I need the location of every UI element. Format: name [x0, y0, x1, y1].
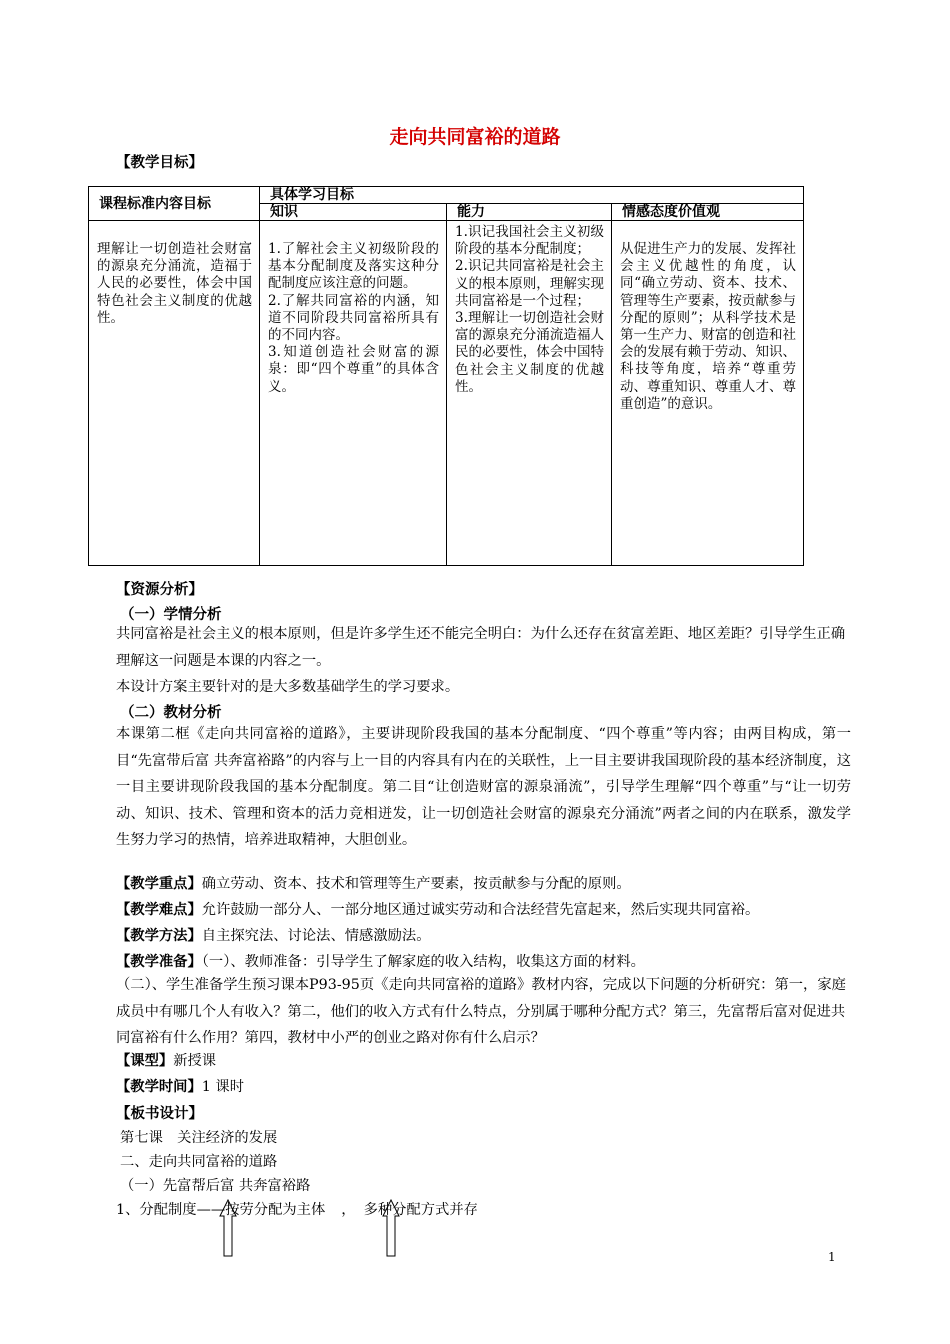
type-row: [116, 1050, 216, 1070]
separator-comma: ，: [341, 1202, 356, 1218]
difficulty-label: 【教学难点】: [116, 902, 202, 918]
material-analysis-heading: （二）教材分析: [120, 705, 222, 721]
labor-distribution-text: 按劳分配为主体: [225, 1202, 326, 1218]
ability-cell: 1.识记我国社会主义初级阶段的基本分配制度； 2.识记共同富裕是社会主义的根本原则，理解实现共同富裕是一个过程； 3.理解让一切创造社会财富的源泉充分涌流造福人民的必要性，体会中国特色社会主义制度的优越性。: [447, 221, 612, 566]
prep-label: 【教学准备】: [116, 954, 202, 970]
student-analysis-text: 共同富裕是社会主义的根本原则，但是许多学生还不能完全明白：为什么还存在贫富差距、地区差距？引导学生正确理解这一问题是本课的内容之一。: [116, 626, 846, 669]
material-analysis-text: 本课第二框《走向共同富裕的道路》，主要讲现阶段我国的基本分配制度、“四个尊重”等内容；由两目构成，第一目“先富带后富 共奔富裕路”的内容与上一目的内容具有内在的关联性，上一目主要讲我国现阶段的基本经济制度，这一目主要讲现阶段我国的基本分配制度。第二目“让创造财富的源泉涌流”，引导学生理解“四个尊重”与“让一切劳动、知识、技术、管理和资本的活力竞相迸发，让一切创造社会财富的源泉充分涌流”两者之间的内在联系，激发学生努力学习的热情，培养进取精神，大胆创业。: [116, 726, 851, 848]
goals-table: [88, 186, 804, 566]
board-line-4: [116, 1199, 478, 1219]
time-text: 1 课时: [201, 1079, 245, 1095]
type-text: 新授课: [173, 1053, 217, 1069]
page-number: 1: [828, 1250, 836, 1264]
student-analysis-heading: （一）学情分析: [120, 607, 222, 623]
key-point-label: 【教学重点】: [116, 876, 202, 892]
standard-cell: 理解让一切创造社会财富的源泉充分涌流，造福于人民的必要性，体会中国特色社会主义制度的优越性。: [89, 221, 260, 566]
up-arrow-icon: [381, 1198, 401, 1258]
multiple-distribution-text: 多种分配方式并存: [363, 1202, 478, 1218]
page-title: 走向共同富裕的道路: [389, 126, 561, 148]
board-line-2: 二、走向共同富裕的道路: [120, 1154, 278, 1170]
attitude-cell: 从促进生产力的发展、发挥社会主义优越性的角度，认同“确立劳动、资本、技术、管理等生产要素，按贡献参与分配的原则”；从科学技术是第一生产力、财富的创造和社会的发展有赖于劳动、知识、科技等角度，培养“尊重劳动、尊重知识、尊重人才、尊重创造”的意识。: [612, 221, 804, 566]
teaching-goals-heading: 【教学目标】: [116, 155, 203, 171]
col-attitude-header: 情感态度价值观: [612, 204, 804, 221]
method-label: 【教学方法】: [116, 928, 202, 944]
col-knowledge-header: 知识: [260, 204, 447, 221]
method-row: [116, 925, 431, 945]
difficulty-text: 允许鼓励一部分人、一部分地区通过诚实劳动和合法经营先富起来，然后实现共同富裕。: [201, 902, 760, 918]
key-point-row: [116, 873, 631, 893]
resource-heading: 【资源分析】: [116, 582, 203, 598]
col-ability-header: 能力: [447, 204, 612, 221]
student-prep-text: （二）、学生准备学生预习课本P93-95页《走向共同富裕的道路》教材内容，完成以下问题的分析研究：第一，家庭成员中有哪几个人有收入？第二，他们的收入方式有什么特点，分别属于哪种分配方式？第三，先富帮后富对促进共同富裕有什么作用？第四，教材中小严的创业之路对你有什么启示？: [116, 977, 846, 1046]
time-row: [116, 1076, 244, 1096]
col-standard-header: 课程标准内容目标: [89, 187, 260, 221]
time-label: 【教学时间】: [116, 1079, 202, 1095]
difficulty-row: [116, 899, 759, 919]
key-point-text: 确立劳动、资本、技术和管理等生产要素，按贡献参与分配的原则。: [201, 876, 631, 892]
distribution-label: 1、分配制度——: [116, 1202, 226, 1218]
type-label: 【课型】: [116, 1053, 174, 1069]
board-line-3: （一）先富帮后富 共奔富裕路: [120, 1178, 311, 1194]
board-heading: 【板书设计】: [116, 1106, 203, 1122]
board-line-1: 第七课 关注经济的发展: [120, 1130, 278, 1146]
prep-row: [116, 951, 645, 971]
up-arrow-icon: [218, 1198, 238, 1258]
knowledge-cell: 1.了解社会主义初级阶段的基本分配制度及落实这种分配制度应该注意的问题。 2.了解共同富裕的内涵，知道不同阶段共同富裕所具有的不同内容。 3.知道创造社会财富的源泉：即“四个尊重”的具体含义。: [260, 221, 447, 566]
method-text: 自主探究法、讨论法、情感激励法。: [201, 928, 431, 944]
group-header: 具体学习目标: [260, 187, 804, 204]
prep-text: （一）、教师准备：引导学生了解家庭的收入结构，收集这方面的材料。: [201, 954, 645, 970]
student-analysis-text-2: 本设计方案主要针对的是大多数基础学生的学习要求。: [116, 679, 460, 695]
